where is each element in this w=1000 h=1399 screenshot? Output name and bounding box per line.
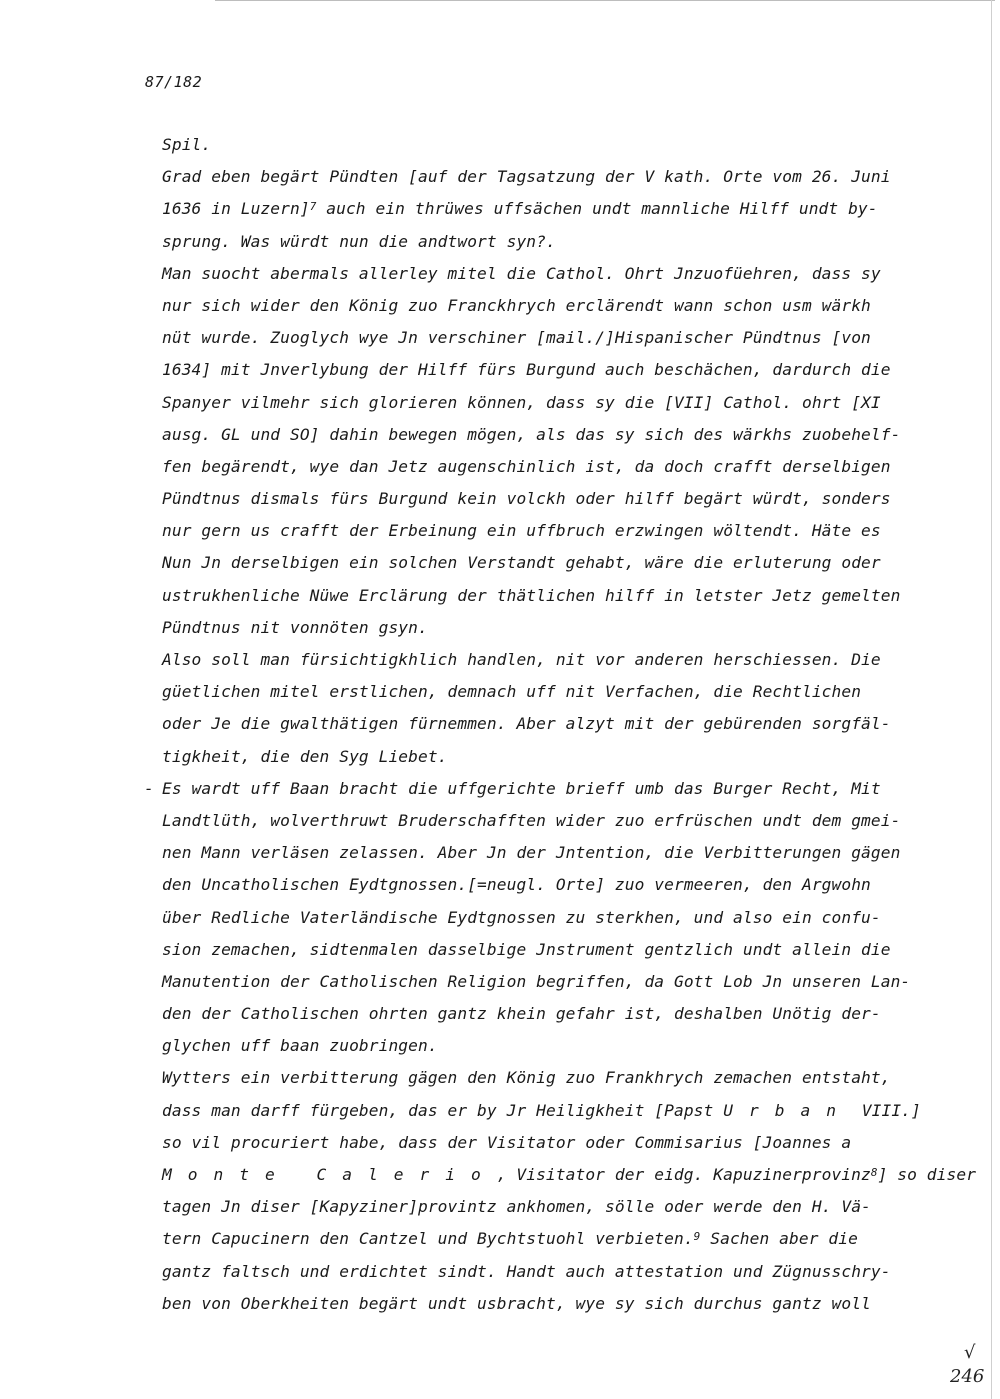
- text-line: tern Capucinern den Cantzel und Bychtstuohl verbieten.$^9$ Sachen aber die: [162, 1229, 858, 1249]
- check-mark: √: [964, 1342, 976, 1363]
- text-line: sion zemachen, sidtenmalen dasselbige Jnstrument gentzlich undt allein die: [162, 939, 891, 959]
- text-line: ben von Oberkheiten begärt undt usbracht, wye sy sich durchus gantz woll: [162, 1293, 871, 1313]
- folio-number: 246: [950, 1366, 985, 1387]
- footnote-ref: 7: [309, 200, 317, 214]
- text-line: fen begärendt, wye dan Jetz augenschinlich ist, da doch crafft derselbigen: [162, 456, 891, 476]
- scan-edge-top: [215, 0, 995, 2]
- text-line: tigkheit, die den Syg Liebet.: [162, 746, 448, 766]
- text-line: Pündtnus dismals fürs Burgund kein volckh oder hilff begärt würdt, sonders: [162, 489, 891, 509]
- text-line: nen Mann verläsen zelassen. Aber Jn der Jntention, die Verbitterungen gägen: [162, 843, 901, 863]
- text-line: oder Je die gwalthätigen fürnemmen. Aber alzyt mit der gebürenden sorgfäl-: [162, 714, 891, 734]
- text-line: Monte Calerio, Visitator der eidg. Kapuzinerprovinz$^8$] so diser: [162, 1165, 977, 1184]
- page-reference: 87/182: [145, 73, 203, 91]
- heading-line: Spil.: [162, 135, 212, 154]
- text-line: nur gern us crafft der Erbeinung ein uffbruch erzwingen wöltendt. Häte es: [162, 521, 881, 541]
- text-line: Spanyer vilmehr sich glorieren können, dass sy die [VII] Cathol. ohrt [XI: [162, 392, 881, 412]
- text-line: nur sich wider den König zuo Franckhrych erclärendt wann schon usm wärkh: [162, 295, 871, 315]
- text-line: Manutention der Catholischen Religion begriffen, da Gott Lob Jn unseren Lan-: [162, 971, 911, 991]
- text-line: ustrukhenliche Nüwe Erclärung der thätlichen hilff in letster Jetz gemelten: [162, 585, 901, 605]
- text-line: Also soll man fürsichtigkhlich handlen, nit vor anderen herschiessen. Die: [162, 650, 881, 669]
- text-line: - Es wardt uff Baan bracht die uffgerichte brieff umb das Burger Recht, Mit: [162, 773, 942, 805]
- text-line: Nun Jn derselbigen ein solchen Verstandt gehabt, wäre die erluterung oder: [162, 553, 881, 573]
- text-line: den der Catholischen ohrten gantz khein gefahr ist, deshalben Unötig der-: [162, 1004, 881, 1024]
- text-line: Grad eben begärt Pündten [auf der Tagsatzung der V kath. Orte vom 26. Juni: [162, 167, 891, 187]
- spaced-name: Urban: [723, 1100, 852, 1120]
- footnote-ref: 9: [693, 1230, 701, 1244]
- text-line: nüt wurde. Zuoglych wye Jn verschiner [mail./]Hispanischer Pündtnus [von: [162, 328, 871, 348]
- text-line: Man suocht abermals allerley mitel die Cathol. Ohrt Jnzuofüehren, dass sy: [162, 263, 881, 283]
- text-line: über Redliche Vaterländische Eydtgnossen zu sterkhen, und also ein confu-: [162, 907, 881, 927]
- text-line: dass man darff fürgeben, das er by Jr Heiligkheit [Papst Urban VIII.]: [162, 1100, 921, 1120]
- text-line: Pündtnus nit vonnöten gsyn.: [162, 617, 428, 637]
- text-line: ausg. GL und SO] dahin bewegen mögen, als das sy sich des wärkhs zuobehelf-: [162, 424, 901, 444]
- scan-edge-right: [990, 0, 992, 1399]
- text-line: den Uncatholischen Eydtgnossen.[=neugl. Orte] zuo vermeeren, den Argwohn: [162, 875, 871, 895]
- text-line: 1636 in Luzern]$^7$ auch ein thrüwes uffsächen undt mannliche Hilff undt by-: [162, 199, 878, 219]
- text-line: so vil procuriert habe, dass der Visitator oder Commisarius [Joannes a: [162, 1132, 852, 1152]
- text-line: glychen uff baan zuobringen.: [162, 1036, 438, 1056]
- text-line: gantz faltsch und erdichtet sindt. Handt auch attestation und Zügnusschry-: [162, 1261, 891, 1281]
- margin-dash: -: [144, 778, 154, 798]
- text-line: güetlichen mitel erstlichen, demnach uff nit Verfachen, die Rechtlichen: [162, 682, 862, 702]
- text-line: tagen Jn diser [Kapyziner]provintz ankhomen, sölle oder werde den H. Vä-: [162, 1197, 871, 1217]
- text-line: Landtlüth, wolverthruwt Bruderschafften wider zuo erfrüschen undt dem gmei-: [162, 810, 901, 830]
- text-line: sprung. Was würdt nun die andtwort syn?.: [162, 231, 556, 251]
- text-line: 1634] mit Jnverlybung der Hilff fürs Burgund auch beschächen, dardurch die: [162, 360, 891, 380]
- text-line: Wytters ein verbitterung gägen den König zuo Frankhrych zemachen entstaht,: [162, 1068, 891, 1088]
- footnote-ref: 8: [870, 1166, 878, 1179]
- spaced-name: Monte Calerio: [162, 1165, 497, 1184]
- document-body: [144, 129, 977, 1320]
